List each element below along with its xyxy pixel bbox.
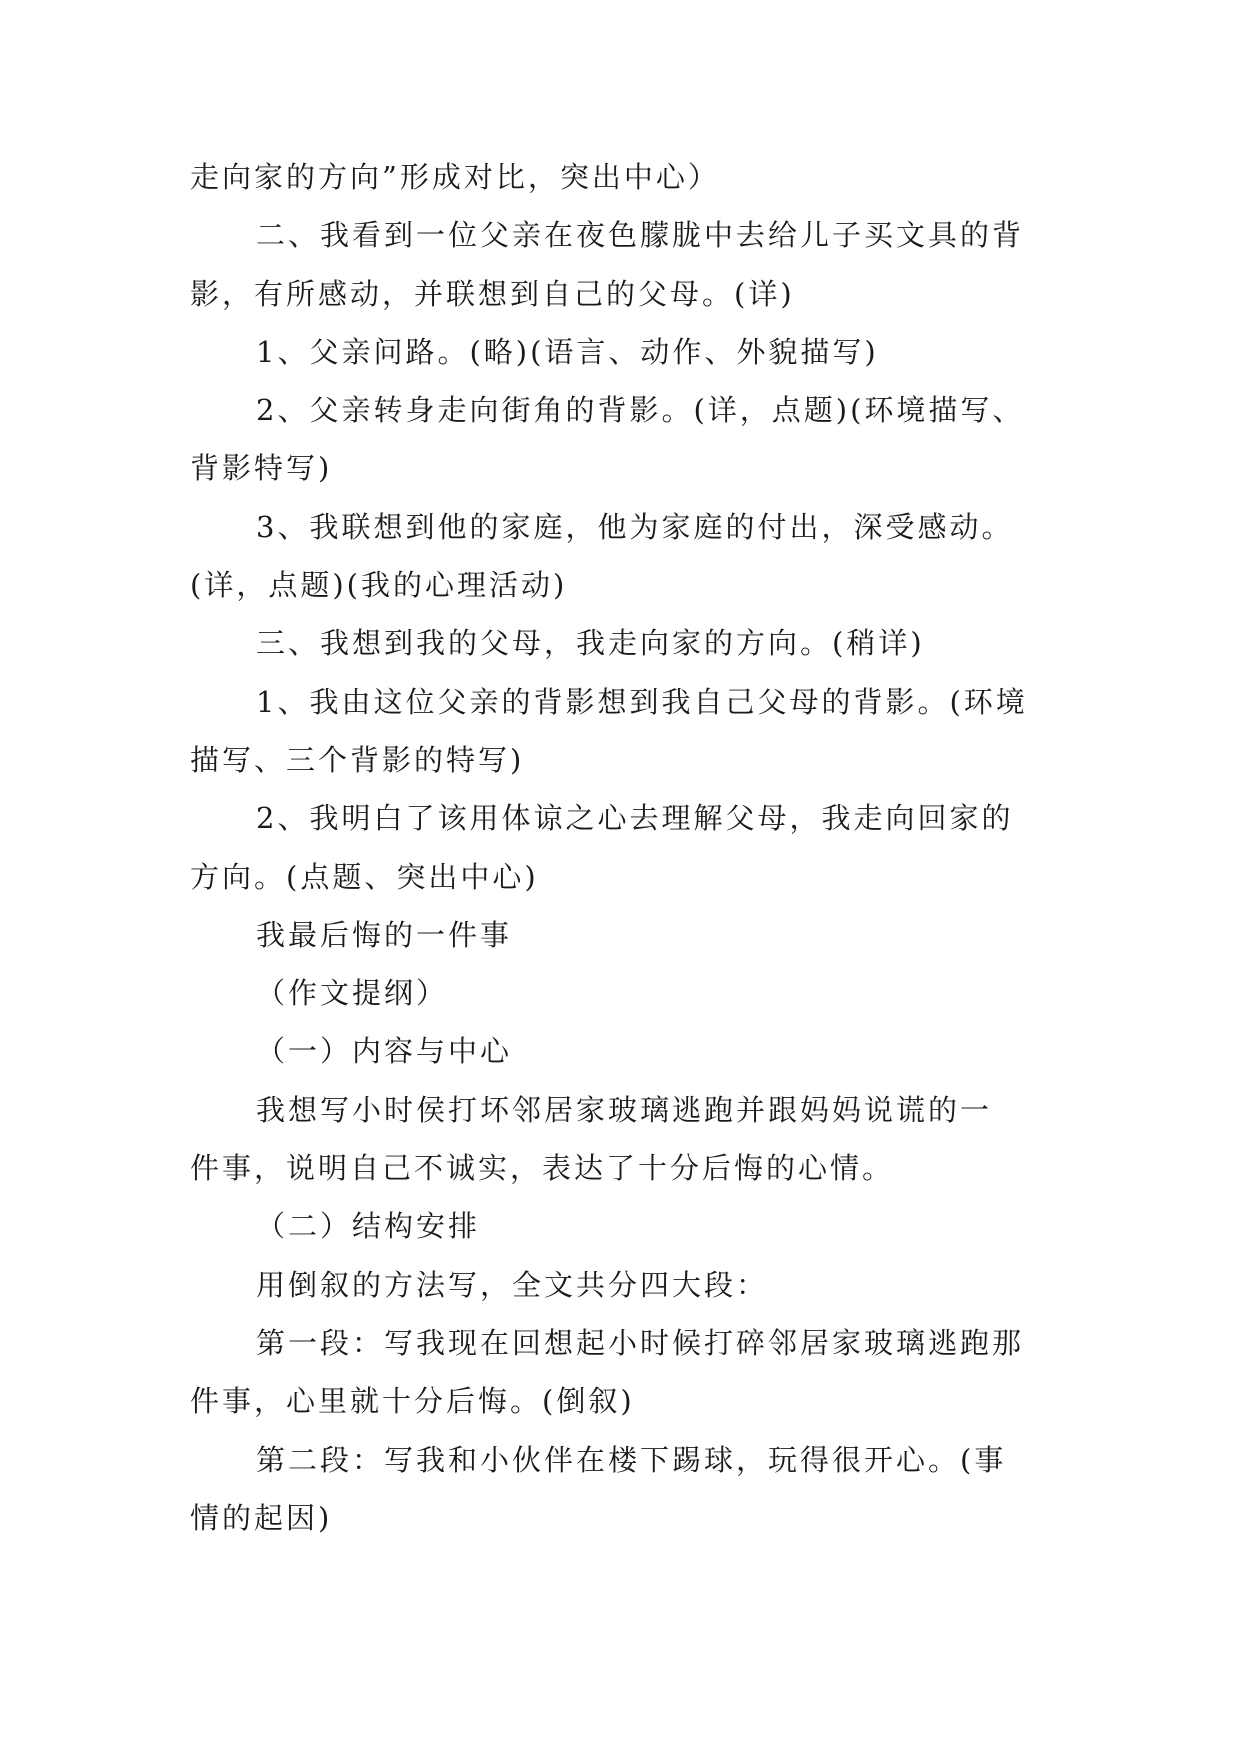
text-line: 用倒叙的方法写，全文共分四大段： (256, 1267, 769, 1302)
text-line: 件事，说明自己不诚实，表达了十分后悔的心情。 (190, 1151, 895, 1186)
text-line: 走向家的方向”形成对比，突出中心） (190, 160, 720, 194)
text-line: 方向。(点题、突出中心) (190, 859, 539, 894)
text-line: 2、我明白了该用体谅之心去理解父母，我走向回家的 (256, 801, 1014, 836)
document-body (190, 148, 1070, 1547)
text-line: 二、我看到一位父亲在夜色朦胧中去给儿子买文具的背 (256, 218, 1025, 253)
text-line: 第一段：写我现在回想起小时候打碎邻居家玻璃逃跑那 (256, 1325, 1025, 1360)
text-line: 背影特写) (190, 451, 333, 486)
text-line: 1、我由这位父亲的背影想到我自己父母的背影。(环境 (256, 684, 1028, 719)
text-line: 我想写小时侯打坏邻居家玻璃逃跑并跟妈妈说谎的一 (256, 1092, 993, 1127)
text-line: 描写、三个背影的特写) (190, 742, 525, 777)
text-line: 2、父亲转身走向街角的背影。(详，点题)(环境描写、 (256, 393, 1025, 428)
text-line: 影，有所感动，并联想到自己的父母。(详) (190, 276, 795, 311)
essay-title: 我最后悔的一件事 (256, 917, 513, 952)
text-line: 3、我联想到他的家庭，他为家庭的付出，深受感动。 (256, 509, 1014, 544)
text-line: (详，点题)(我的心理活动) (190, 568, 568, 603)
essay-subtitle: （作文提纲） (256, 976, 449, 1011)
section-heading-line: （一）内容与中心 (256, 1034, 513, 1069)
text-line: 情的起因) (190, 1500, 333, 1535)
text-line: 第二段：写我和小伙伴在楼下踢球，玩得很开心。(事 (256, 1442, 1007, 1477)
section-heading-line: （二）结构安排 (256, 1209, 481, 1244)
section-heading-line: 三、我想到我的父母，我走向家的方向。(稍详) (256, 626, 925, 661)
text-line: 件事，心里就十分后悔。(倒叙) (190, 1384, 635, 1419)
text-line: 1、父亲问路。(略)(语言、动作、外貌描写) (256, 334, 879, 369)
